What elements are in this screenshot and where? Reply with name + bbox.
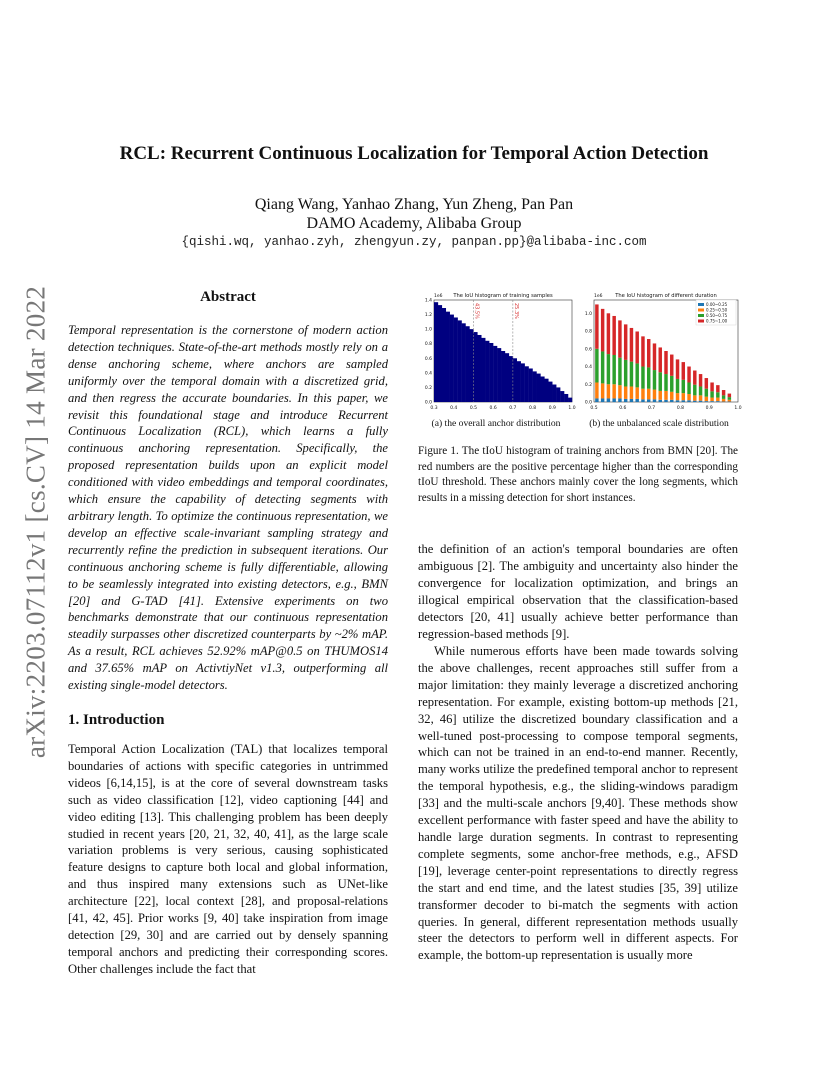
stacked-bar-segment (641, 389, 644, 400)
stacked-bar-segment (705, 389, 708, 397)
stacked-bar-segment (624, 399, 627, 402)
arxiv-stamp-text: arXiv:2203.07112v1 [cs.CV] 14 Mar 2022 (20, 285, 51, 759)
stacked-bar-segment (687, 400, 690, 402)
stacked-bar-segment (653, 370, 656, 390)
stacked-bar-segment (693, 395, 696, 400)
stacked-bar-segment (664, 391, 667, 400)
stacked-bar-segment (693, 401, 696, 402)
stacked-bar-segment (676, 379, 679, 393)
histogram-bar (501, 351, 505, 402)
stacked-bar-segment (618, 358, 621, 385)
stacked-bar-segment (635, 399, 638, 402)
stacked-bar-segment (710, 401, 713, 402)
stacked-bar-segment (659, 372, 662, 391)
stacked-bar-segment (612, 316, 615, 355)
histogram-bar (466, 326, 470, 402)
stacked-bar-segment (687, 382, 690, 394)
threshold-label: 43.5% (473, 303, 480, 319)
histogram-bar (548, 382, 552, 402)
y-tick-label: 0.0 (584, 400, 592, 406)
stacked-bar-segment (624, 386, 627, 398)
stacked-bar-segment (647, 339, 650, 367)
x-tick-label: 1.0 (568, 406, 576, 411)
stacked-bar-segment (647, 367, 650, 388)
chart-title: The IoU histogram of training samples (453, 293, 553, 299)
stacked-bar-segment (601, 398, 604, 402)
stacked-bar-segment (659, 347, 662, 372)
histogram-bar (533, 371, 537, 402)
stacked-bar-segment (676, 393, 679, 400)
histogram-bar (462, 323, 466, 402)
figure-1 (418, 290, 742, 414)
stacked-bar-segment (601, 351, 604, 383)
x-tick-label: 0.4 (450, 406, 458, 411)
stacked-bar-segment (682, 400, 685, 402)
stacked-bar-segment (670, 376, 673, 392)
stacked-bar-segment (710, 398, 713, 402)
stacked-bar-segment (664, 400, 667, 402)
chart-title: The IoU histogram of different duration (615, 293, 717, 299)
y-tick-label: 1.0 (584, 311, 592, 317)
histogram-bar (509, 356, 513, 402)
histogram-bar (497, 348, 501, 402)
stacked-bar-segment (612, 398, 615, 402)
stacked-bar-segment (664, 374, 667, 391)
y-tick-label: 0.6 (424, 356, 432, 362)
stacked-bar-segment (659, 391, 662, 400)
y-tick-label: 1.4 (424, 298, 432, 304)
author-names: Qiang Wang, Yanhao Zhang, Yun Zheng, Pan Pan (254, 196, 574, 213)
stacked-bar-segment (635, 331, 638, 363)
stacked-bar-segment (630, 362, 633, 387)
intro-paragraph-right-1: the definition of an action's temporal boundaries are often ambiguous [2]. The ambiguity and uncertainty also hinder the convergence for localization optimization, and brings an illogical empirical observation that the classification-based detectors [20, 41] usually achieve better performance than regression-based methods [9]. (418, 542, 738, 641)
histogram-bar (485, 341, 489, 402)
stacked-bar-segment (618, 398, 621, 402)
histogram-bar (568, 398, 572, 402)
legend-swatch (698, 320, 704, 323)
stacked-bar-segment (595, 382, 598, 398)
chart-iou-different-duration (578, 290, 742, 414)
x-tick-label: 0.6 (619, 406, 627, 411)
histogram-bar (544, 379, 548, 402)
histogram-bar (517, 361, 521, 402)
stacked-bar-segment (647, 399, 650, 402)
stacked-bar-segment (659, 400, 662, 402)
stacked-bar-segment (682, 362, 685, 380)
x-tick-label: 0.9 (705, 406, 713, 411)
paper-title: RCL: Recurrent Continuous Localization for Temporal Action Detection (119, 143, 709, 164)
legend-swatch (698, 314, 704, 317)
legend-label: 0.50~0.75 (706, 313, 728, 318)
y-tick-label: 0.2 (424, 385, 432, 391)
intro-paragraph-left: Temporal Action Localization (TAL) that localizes temporal boundaries of actions with specific categories in untrimmed videos [6,14,15], is at the core of several downstream tasks such as video classification [12], video captioning [44] and video editing [13]. This challenging problem has been deeply studied in recent years [20, 21, 32, 40, 41], as the large scale variation problems is very serious, causing sophisticated feature designs to capture both local and global information, and thus inspired many extensions such as UNet-like architecture [22], local context [28], and proposal-relations [41, 42, 45]. Prior works [9, 40] take inspiration from image detection [29, 30] and are carried out by densely spanning temporal anchors and predicting their corresponding scores. Other challenges include the fact that (68, 742, 388, 976)
x-tick-label: 1.0 (734, 406, 742, 411)
stacked-bar-segment (653, 390, 656, 400)
legend-label: 0.75~1.00 (706, 318, 728, 324)
stacked-bar-segment (607, 384, 610, 398)
stacked-bar-segment (670, 392, 673, 400)
y-tick-label: 0.4 (424, 371, 432, 377)
histogram-bar (469, 329, 473, 402)
histogram-bar (540, 377, 544, 403)
stacked-bar-segment (699, 401, 702, 402)
x-tick-label: 0.9 (548, 406, 556, 411)
stacked-bar-segment (670, 400, 673, 402)
author-emails: {qishi.wq, yanhao.zyh, zhengyun.zy, panpan.pp}@alibaba-inc.com (181, 235, 647, 249)
stacked-bar-segment (687, 394, 690, 400)
stacked-bar-segment (618, 385, 621, 398)
histogram-bar (505, 353, 509, 402)
scale-note: 1e6 (594, 294, 603, 299)
histogram-bar (552, 385, 556, 402)
affiliation: DAMO Academy, Alibaba Group (306, 215, 522, 232)
stacked-bar-segment (630, 399, 633, 402)
arxiv-stamp (18, 282, 54, 762)
threshold-label: 25.3% (512, 303, 519, 319)
stacked-bar-segment (624, 360, 627, 387)
section-heading-introduction: 1. Introduction (68, 712, 165, 728)
stacked-bar-segment (722, 399, 725, 402)
stacked-bar-segment (728, 400, 731, 402)
stacked-bar-segment (699, 374, 702, 386)
stacked-bar-segment (653, 399, 656, 402)
chart-iou-training-samples (418, 290, 576, 414)
x-tick-label: 0.7 (648, 406, 656, 411)
stacked-bar-segment (676, 400, 679, 402)
y-tick-label: 0.8 (424, 342, 432, 348)
histogram-bar (450, 315, 454, 402)
figure-caption: Figure 1. The tIoU histogram of training anchors from BMN [20]. The red numbers are the positive percentage higher than the corresponding tIoU threshold. These anchors mainly cover the long segments, which results in a missing detection for short instances. (418, 445, 738, 504)
histogram-bar (564, 394, 568, 402)
stacked-bar-segment (693, 371, 696, 385)
x-tick-label: 0.8 (676, 406, 684, 411)
histogram-bar (458, 320, 462, 402)
y-tick-label: 1.2 (424, 313, 432, 319)
stacked-bar-segment (641, 336, 644, 366)
stacked-bar-segment (705, 378, 708, 389)
y-tick-label: 1.0 (424, 327, 432, 333)
histogram-bar (537, 374, 541, 402)
histogram-bar (493, 346, 497, 402)
histogram-bar (489, 343, 493, 402)
histogram-bar (521, 363, 525, 402)
histogram-bar (529, 368, 533, 402)
legend-label: 0.00~0.25 (706, 302, 728, 307)
subcaption-a: (a) the overall anchor distribution (431, 418, 561, 429)
intro-paragraph-right-2: While numerous efforts have been made towards solving the above challenges, recent approaches still suffer from a major limitation: they mainly leverage a discretized anchoring representation. For example, existing bottom-up methods [21, 32, 46] utilize the discretized boundary classification and a well-tuned post-processing to compose temporal segments, which can not be trained in an end-to-end manner. Recently, many works utilize the predefined temporal anchor to represent the temporal hypothesis, e.g., the sliding-windows paradigm [33] and the multi-scale anchors [9,40]. These methods show excellent performance with faster speed and have the ability to handle large duration segments. In contrast to representing complete segments, some anchor-free methods, e.g., AFSD [19], leverage center-point representations to directly regress the start and end time, and the latest studies [35, 39] utilize transformer decoder to bi-match the segments with action queries. In general, different representation methods usually steer the detectors to perform well in different aspects. For example, the bottom-up representation is usually more (418, 644, 738, 963)
y-tick-label: 0.2 (584, 382, 592, 388)
histogram-bar (454, 317, 458, 402)
stacked-bar-segment (705, 397, 708, 401)
x-tick-label: 0.5 (469, 406, 478, 411)
stacked-bar-segment (716, 401, 719, 402)
stacked-bar-segment (710, 382, 713, 391)
x-tick-label: 0.8 (528, 406, 537, 411)
stacked-bar-segment (728, 394, 731, 398)
x-tick-label: 0.3 (430, 406, 438, 411)
stacked-bar-segment (687, 367, 690, 383)
stacked-bar-segment (699, 395, 702, 400)
stacked-bar-segment (699, 386, 702, 395)
scale-note: 1e6 (434, 294, 443, 299)
stacked-bar-segment (630, 386, 633, 398)
abstract-heading: Abstract (200, 289, 256, 305)
stacked-bar-segment (705, 401, 708, 402)
stacked-bar-segment (710, 391, 713, 397)
histogram-bar (438, 305, 442, 402)
stacked-bar-segment (635, 387, 638, 399)
stacked-bar-segment (601, 383, 604, 398)
histogram-bar (560, 391, 564, 402)
author-block (0, 195, 828, 233)
histogram-bar (477, 335, 481, 402)
stacked-bar-segment (630, 328, 633, 362)
stacked-bar-segment (716, 385, 719, 392)
stacked-bar-segment (716, 392, 719, 397)
histogram-bar (446, 312, 450, 402)
stacked-bar-segment (635, 363, 638, 387)
stacked-bar-segment (595, 304, 598, 348)
stacked-bar-segment (612, 384, 615, 398)
stacked-bar-segment (716, 398, 719, 402)
stacked-bar-segment (722, 395, 725, 399)
histogram-bar (513, 358, 517, 402)
stacked-bar-segment (670, 355, 673, 376)
stacked-bar-segment (693, 385, 696, 396)
y-tick-label: 0.0 (424, 400, 432, 406)
stacked-bar-segment (601, 309, 604, 352)
stacked-bar-segment (618, 320, 621, 357)
stacked-bar-segment (641, 367, 644, 389)
stacked-bar-segment (664, 351, 667, 374)
x-tick-label: 0.5 (590, 406, 598, 411)
stacked-bar-segment (653, 343, 656, 370)
histogram-bar (481, 338, 485, 402)
stacked-bar-segment (595, 349, 598, 383)
stacked-bar-segment (624, 324, 627, 359)
histogram-bar (525, 366, 529, 402)
stacked-bar-segment (607, 313, 610, 354)
stacked-bar-segment (612, 355, 615, 384)
stacked-bar-segment (728, 397, 731, 400)
histogram-bar (556, 387, 560, 402)
histogram-bar (473, 332, 477, 402)
x-tick-label: 0.7 (509, 406, 517, 411)
legend-swatch (698, 309, 704, 312)
stacked-bar-segment (682, 380, 685, 393)
histogram-bar (442, 308, 446, 402)
legend-label: 0.25~0.50 (706, 307, 728, 313)
y-tick-label: 0.4 (584, 365, 592, 371)
x-tick-label: 0.6 (489, 406, 497, 411)
stacked-bar-segment (595, 398, 598, 402)
subcaption-b: (b) the unbalanced scale distribution (589, 418, 729, 429)
y-tick-label: 0.6 (584, 347, 592, 353)
legend-swatch (698, 303, 704, 306)
y-tick-label: 0.8 (584, 329, 592, 335)
stacked-bar-segment (647, 389, 650, 400)
stacked-bar-segment (641, 399, 644, 402)
abstract-text: Temporal representation is the cornerstone of modern action detection techniques. State-of-the-art methods mostly rely on a dense anchoring scheme, where anchors are sampled uniformly over the temporal domain with a discretized grid, and then regress the accurate boundaries. In this paper, we revisit this foundational stage and introduce Recurrent Continuous Localization (RCL), which learns a fully continuous anchoring representation. Specifically, the proposed representation builds upon an explicit model conditioned with video embeddings and temporal coordinates, which ensure the capability of detecting segments with arbitrary length. To optimize the continuous representation, we develop an effective scale-invariant sampling strategy and recurrently refine the prediction in subsequent iterations. Our continuous anchoring scheme is fully differentiable, allowing to be seamlessly integrated into existing detectors, e.g., BMN [20] and G-TAD [41]. Extensive experiments on two benchmarks demonstrate that our continuous representation steadily surpasses other discretized counterparts by ~2% mAP. As a result, RCL achieves 52.92% mAP@0.5 on THUMOS14 and 37.65% mAP on ActivtiyNet v1.3, outperforming all existing single-model detectors. (68, 323, 388, 693)
histogram-bar (434, 302, 438, 402)
stacked-bar-segment (607, 354, 610, 384)
stacked-bar-segment (722, 390, 725, 395)
stacked-bar-segment (607, 398, 610, 402)
stacked-bar-segment (682, 393, 685, 400)
stacked-bar-segment (676, 359, 679, 379)
